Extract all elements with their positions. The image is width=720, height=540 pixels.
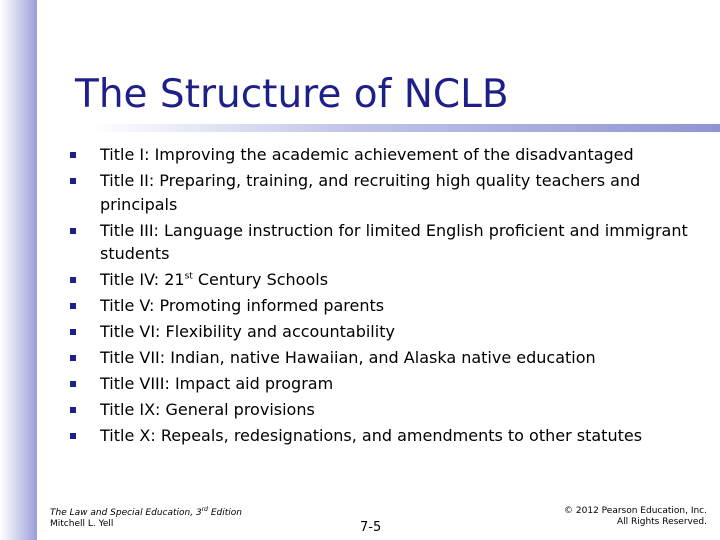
- bullet-text: Title VII: Indian, native Hawaiian, and Alaska native education: [100, 348, 596, 367]
- copyright-line-1: © 2012 Pearson Education, Inc.: [564, 506, 707, 516]
- page-number: 7-5: [360, 520, 382, 535]
- bullet-text: Title IX: General provisions: [100, 400, 315, 419]
- book-title-part: Edition: [207, 508, 242, 518]
- bullet-item-title-10: [70, 424, 710, 448]
- footer-copyright: [564, 506, 707, 528]
- bullet-square-icon: [70, 228, 76, 234]
- footer-author: Mitchell L. Yell: [50, 519, 114, 529]
- bullet-square-icon: [70, 355, 76, 361]
- bullet-square-icon: [70, 381, 76, 387]
- bullet-item-title-4: [70, 268, 710, 292]
- ordinal-superscript: st: [184, 271, 193, 282]
- bullet-square-icon: [70, 152, 76, 158]
- bullet-item-title-3: [70, 219, 710, 266]
- bullet-text: Title VI: Flexibility and accountability: [100, 322, 395, 341]
- bullet-item-title-2: [70, 169, 710, 216]
- side-decoration-bar: [0, 0, 37, 540]
- bullet-item-title-8: [70, 372, 710, 396]
- bullet-item-title-5: [70, 294, 710, 318]
- bullet-text: Title II: Preparing, training, and recruiting high quality teachers and principals: [100, 171, 641, 214]
- bullet-square-icon: [70, 329, 76, 335]
- bullet-item-title-9: [70, 398, 710, 422]
- bullet-text: Title VIII: Impact aid program: [100, 374, 334, 393]
- title-underline-bar: [37, 124, 720, 132]
- bullet-square-icon: [70, 407, 76, 413]
- bullet-text: Title V: Promoting informed parents: [100, 296, 385, 315]
- slide-title: The Structure of NCLB: [75, 72, 509, 117]
- ordinal-superscript: rd: [201, 506, 208, 513]
- bullet-text-part: Century Schools: [192, 270, 329, 289]
- footer-book-title: [50, 508, 242, 519]
- bullet-item-title-7: [70, 346, 710, 370]
- bullet-text: Title X: Repeals, redesignations, and amendments to other statutes: [100, 426, 643, 445]
- footer-book-info: [50, 508, 242, 530]
- bullet-square-icon: [70, 303, 76, 309]
- bullet-text: [100, 270, 328, 289]
- bullet-text: Title III: Language instruction for limited English proficient and immigrant students: [100, 220, 688, 263]
- copyright-line-2: All Rights Reserved.: [616, 517, 707, 527]
- bullet-square-icon: [70, 433, 76, 439]
- bullet-list: [70, 143, 710, 450]
- bullet-item-title-6: [70, 320, 710, 344]
- bullet-square-icon: [70, 178, 76, 184]
- book-title-part: The Law and Special Education, 3: [50, 508, 202, 518]
- bullet-item-title-1: [70, 143, 710, 167]
- bullet-text: Title I: Improving the academic achievement of the disadvantaged: [100, 145, 634, 164]
- bullet-square-icon: [70, 277, 76, 283]
- bullet-text-part: Title IV: 21: [100, 270, 185, 289]
